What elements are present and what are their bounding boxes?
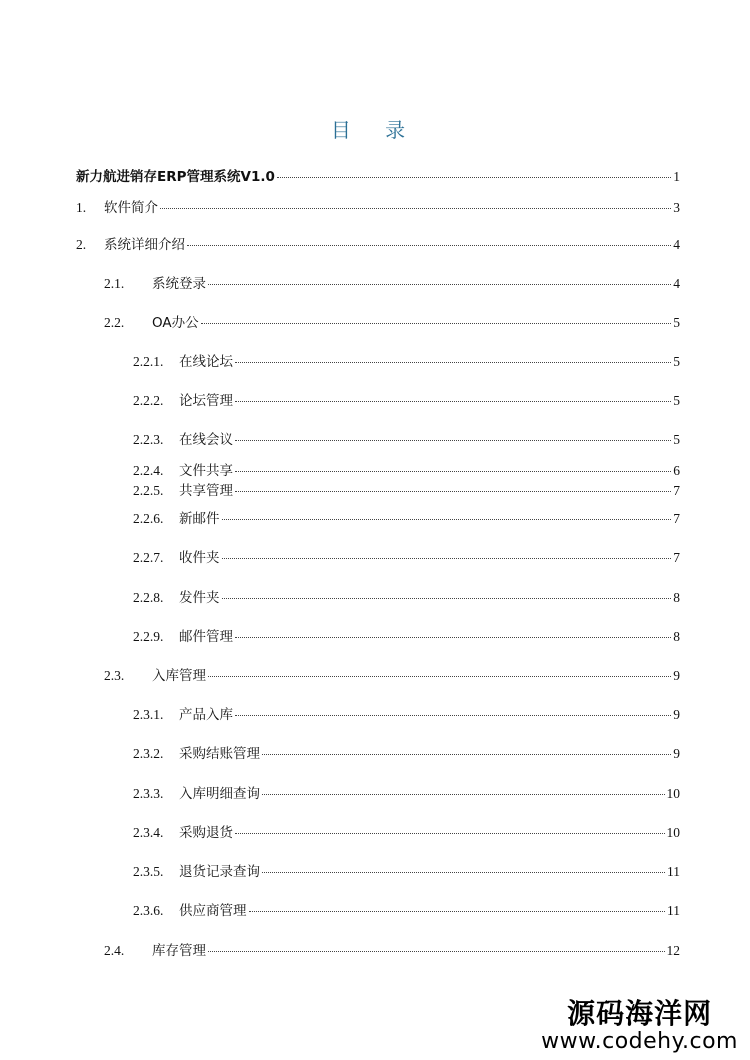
toc-entry-page-number: 9 bbox=[673, 668, 680, 683]
watermark-site-name: 源码海洋网 bbox=[567, 997, 713, 1030]
toc-entry-title: 发件夹 bbox=[179, 590, 220, 606]
toc-dot-leader bbox=[235, 715, 671, 716]
toc-entry-title: 文件共享 bbox=[179, 463, 233, 479]
toc-entry-title: 共享管理 bbox=[179, 483, 233, 499]
toc-dot-leader bbox=[160, 208, 671, 209]
toc-dot-leader bbox=[222, 598, 672, 599]
toc-entry-title: 供应商管理 bbox=[179, 903, 247, 919]
toc-entry-number: 2.3.6. bbox=[133, 903, 164, 918]
toc-entry-page-number: 9 bbox=[673, 746, 680, 761]
toc-entry-number: 2.3.5. bbox=[133, 864, 164, 879]
toc-entry[interactable] bbox=[76, 168, 680, 186]
toc-dot-leader bbox=[222, 519, 672, 520]
toc-entry-number: 2.2.7. bbox=[133, 550, 164, 565]
toc-entry-title: 在线会议 bbox=[179, 432, 233, 448]
toc-entry-number: 2.1. bbox=[104, 276, 125, 291]
toc-entry-number: 2.2.8. bbox=[133, 590, 164, 605]
toc-title: 目 录 bbox=[330, 118, 420, 142]
toc-dot-leader bbox=[235, 491, 671, 492]
toc-dot-leader bbox=[262, 794, 665, 795]
toc-entry-page-number: 7 bbox=[673, 483, 680, 498]
toc-entry-title: 入库管理 bbox=[152, 668, 206, 684]
toc-entry-number: 2.2.6. bbox=[133, 511, 164, 526]
watermark-url: www.codehy.com bbox=[541, 1029, 738, 1054]
toc-entry-page-number: 6 bbox=[673, 463, 680, 478]
toc-entry-number: 2.2.5. bbox=[133, 483, 164, 498]
toc-entry-page-number: 11 bbox=[667, 903, 680, 918]
toc-entry-number: 2.3.1. bbox=[133, 707, 164, 722]
toc-entry-title: OA办公 bbox=[152, 315, 199, 331]
toc-dot-leader bbox=[187, 245, 671, 246]
toc-entry-page-number: 4 bbox=[673, 237, 680, 252]
toc-entry-number: 2.2.1. bbox=[133, 354, 164, 369]
toc-entry-title: 软件简介 bbox=[104, 200, 158, 216]
toc-entry-number: 2.2. bbox=[104, 315, 125, 330]
toc-entry-page-number: 8 bbox=[673, 590, 680, 605]
toc-entry[interactable] bbox=[133, 824, 680, 842]
toc-dot-leader bbox=[208, 676, 671, 677]
toc-entry-title: 产品入库 bbox=[179, 707, 233, 723]
toc-dot-leader bbox=[235, 471, 671, 472]
toc-dot-leader bbox=[222, 558, 672, 559]
toc-entry-page-number: 9 bbox=[673, 707, 680, 722]
toc-entry-title: 系统详细介绍 bbox=[104, 237, 185, 253]
toc-entry[interactable] bbox=[133, 902, 680, 920]
toc-entry[interactable] bbox=[133, 549, 680, 567]
toc-dot-leader bbox=[249, 911, 666, 912]
toc-entry-number: 2.3.2. bbox=[133, 746, 164, 761]
toc-entry[interactable] bbox=[133, 431, 680, 449]
toc-entry[interactable] bbox=[133, 785, 680, 803]
toc-dot-leader bbox=[277, 177, 671, 178]
toc-entry-number: 2.2.9. bbox=[133, 629, 164, 644]
toc-entry-page-number: 1 bbox=[673, 169, 680, 184]
toc-entry-page-number: 4 bbox=[673, 276, 680, 291]
toc-entry-page-number: 10 bbox=[666, 786, 680, 801]
toc-entry-number: 1. bbox=[76, 200, 87, 215]
toc-dot-leader bbox=[235, 637, 671, 638]
toc-entry[interactable] bbox=[104, 667, 680, 685]
toc-entry-title: 在线论坛 bbox=[179, 354, 233, 370]
toc-entry[interactable] bbox=[133, 628, 680, 646]
toc-entry-title: 采购结账管理 bbox=[179, 746, 260, 762]
toc-dot-leader bbox=[262, 872, 665, 873]
toc-entry-number: 2.3. bbox=[104, 668, 125, 683]
toc-entry-number: 2.3.4. bbox=[133, 825, 164, 840]
toc-entry[interactable] bbox=[76, 236, 680, 254]
toc-entry-page-number: 12 bbox=[666, 943, 680, 958]
toc-entry[interactable] bbox=[133, 706, 680, 724]
toc-entry-title: 论坛管理 bbox=[179, 393, 233, 409]
toc-dot-leader bbox=[235, 440, 671, 441]
toc-entry[interactable] bbox=[133, 745, 680, 763]
toc-entry-page-number: 7 bbox=[673, 511, 680, 526]
toc-entry-title: 新邮件 bbox=[179, 511, 220, 527]
toc-dot-leader bbox=[208, 951, 665, 952]
toc-entry[interactable] bbox=[104, 314, 680, 332]
toc-entry-number: 2.2.4. bbox=[133, 463, 164, 478]
toc-entry-page-number: 5 bbox=[673, 432, 680, 447]
toc-entry-title: 入库明细查询 bbox=[179, 786, 260, 802]
toc-entry-title: 邮件管理 bbox=[179, 629, 233, 645]
toc-dot-leader bbox=[208, 284, 671, 285]
toc-entry[interactable] bbox=[133, 462, 680, 480]
toc-dot-leader bbox=[201, 323, 672, 324]
toc-entry-title: 退货记录查询 bbox=[179, 864, 260, 880]
toc-entry-page-number: 10 bbox=[666, 825, 680, 840]
toc-entry-page-number: 5 bbox=[673, 393, 680, 408]
toc-entry[interactable] bbox=[133, 863, 680, 881]
toc-entry[interactable] bbox=[76, 199, 680, 217]
toc-entry-page-number: 3 bbox=[673, 200, 680, 215]
toc-entry-number: 2. bbox=[76, 237, 87, 252]
toc-entry-number: 2.2.3. bbox=[133, 432, 164, 447]
toc-entry[interactable] bbox=[133, 482, 680, 500]
toc-entry-number: 2.2.2. bbox=[133, 393, 164, 408]
toc-entry[interactable] bbox=[104, 275, 680, 293]
toc-entry[interactable] bbox=[133, 353, 680, 371]
watermark bbox=[541, 998, 738, 1054]
toc-dot-leader bbox=[235, 362, 671, 363]
toc-dot-leader bbox=[235, 833, 665, 834]
toc-entry-page-number: 11 bbox=[667, 864, 680, 879]
toc-entry-title: 收件夹 bbox=[179, 550, 220, 566]
toc-entry[interactable] bbox=[133, 510, 680, 528]
toc-entry[interactable] bbox=[104, 942, 680, 960]
toc-dot-leader bbox=[262, 754, 671, 755]
toc-entry-page-number: 5 bbox=[673, 354, 680, 369]
toc-dot-leader bbox=[235, 401, 671, 402]
toc-entry-page-number: 7 bbox=[673, 550, 680, 565]
toc-entry-title: 库存管理 bbox=[152, 943, 206, 959]
toc-entry-page-number: 8 bbox=[673, 629, 680, 644]
toc-entry-title: 采购退货 bbox=[179, 825, 233, 841]
toc-entry-number: 2.3.3. bbox=[133, 786, 164, 801]
toc-entry-number: 2.4. bbox=[104, 943, 125, 958]
toc-entry-title: 新力航进销存ERP管理系统V1.0 bbox=[76, 169, 275, 185]
toc-entry[interactable] bbox=[133, 589, 680, 607]
toc-entry[interactable] bbox=[133, 392, 680, 410]
toc-entry-title: 系统登录 bbox=[152, 276, 206, 292]
toc-entry-page-number: 5 bbox=[673, 315, 680, 330]
